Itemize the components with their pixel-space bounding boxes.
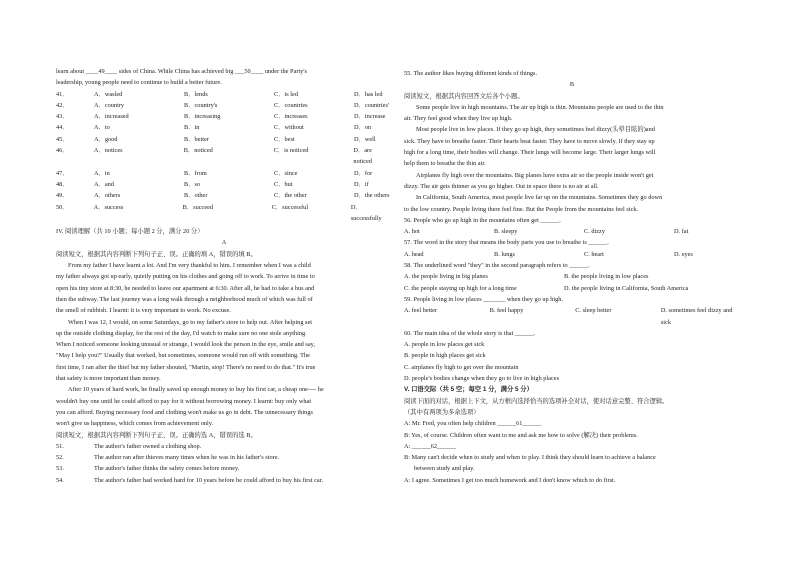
cloze-text-line: learn about ____49____ sides of China. While China has achieved big ___50____ under the Party's xyxy=(56,68,307,75)
question-item: 51. The author's father owned a clothing shop. xyxy=(56,442,202,450)
option-row: 47． A．in B．from C．since D．for xyxy=(56,169,373,177)
option-row: 46． A．notices B．noticed C．is noticed D．are noticed xyxy=(56,147,372,166)
passage-line: you can afford. Buying necessary food and clothing won't make us go in debt. The unnecessary things xyxy=(56,408,313,416)
passage-line: air. They feel good when they live up high. xyxy=(404,115,513,123)
option-row: A. the people living in big planes B. the people living in low places xyxy=(404,273,649,281)
option-line: A. people in low places get sick xyxy=(404,341,485,349)
option-row: 41． A．wasled B．lends C．is led D．has led xyxy=(56,90,383,98)
cloze-text-line: leadership, young people need to continue to build a better future. xyxy=(56,79,222,87)
option-row: A. hot B. sleepy C. dizzy D. fat xyxy=(404,228,689,236)
section-heading: V. 口语交际（共 5 空；每空 1 分，满分 5 分） xyxy=(404,386,533,394)
passage-line: first time, I ran after the thief but my father shouted, "Martin, stop! There's no need to do that." It's true xyxy=(56,363,316,371)
option-row: 44． A．to B．in C．without D．on xyxy=(56,124,372,132)
passage-line: After 10 years of hard work, he finally saved up enough money to buy his first car, a cheap one---- he xyxy=(68,386,324,394)
passage-a xyxy=(56,260,392,429)
question-stem: 58. The underlined word "they" in the second paragraph refers to ______. xyxy=(404,262,590,270)
option-row: A. feel better B. feel happy C. sleep better D. sometimes feel dizzy and sick xyxy=(404,307,733,326)
passage-line: open his tiny store at 8:30, he needed to leave our apartment at 6:30. After all, he had to take a bus and xyxy=(56,284,315,292)
passage-line: In California, South America, most people live far up on the mountains. Sometimes they go down xyxy=(416,194,663,202)
option-row: 45． A．good B．better C．best D．well xyxy=(56,135,376,143)
dialog-line: A: ______62______ xyxy=(404,442,456,450)
question-stem: 59. People living in low places _______ when they go up high. xyxy=(404,295,563,303)
dialog-line: A: Mr. Fred, you often help children ______61______ xyxy=(404,420,542,428)
dialog xyxy=(404,418,740,486)
instruction: （其中有两项为多余选项） xyxy=(404,408,480,416)
option-row: 48． A．and B．so C．but D．if xyxy=(56,180,369,188)
option-row: 42． A．country B．country's C．countries D．countries' xyxy=(56,101,390,109)
option-row: C. the people staying up high for a long time D. the people living in California, South America xyxy=(404,284,689,292)
passage-line: "May I help you?" Usually that worked, but sometimes, someone would run off with something. The xyxy=(56,352,310,360)
passage-line: high for a long time, their bodies will change. Their lungs will become large. Their larger lungs will xyxy=(404,149,656,157)
option-row: 43． A．increased B．increasing C．increases D．increase xyxy=(56,113,386,121)
passage-line: then the subway. The last journey was a long walk through a neighborhood much of which was full of xyxy=(56,295,313,303)
passage-line: that safety is more important than money. xyxy=(56,375,161,383)
question-stem: 57. The word in the story that means the body parts you use to breathe is ______. xyxy=(404,239,609,247)
dialog-line: B: Yes, of course. Children often want to me and ask me how to solve (解决) their problems. xyxy=(404,431,638,439)
question-stem: 56. People who go up high in the mountains often get ______. xyxy=(404,216,561,224)
instruction: 阅读短文，根据其内容判断下列句子正、误。正确的填 A，错误的填 B。 xyxy=(56,250,257,258)
option-row: 49． A．others B．other C．the other D．the others xyxy=(56,192,390,200)
question-item: 53. The author's father thinks the safety comes before money. xyxy=(56,465,240,473)
dialog-line: B: Many can't decide when to study and when to play. I think they should learn to achieve a balance xyxy=(404,454,656,462)
dialog-line: A: I agree. Sometimes I get too much homework and I don't know which to do first. xyxy=(404,476,616,484)
passage-line: When I noticed someone looking unusual or strange, I would look the person in the eye, smile and say, xyxy=(56,341,315,349)
section-heading: IV. 阅读理解（共 10 小题；每小题 2 分，满分 20 分） xyxy=(56,228,204,236)
option-row: A. head B. lungs C. heart D. eyes xyxy=(404,250,693,258)
option-line: C. airplanes fly high to get over the mountain xyxy=(404,363,519,371)
question-item: 54. The author's father had worked hard for 10 years before he could afford to buy his first car. xyxy=(56,476,324,484)
question-stem: 60. The main idea of the whole story is that ______. xyxy=(404,329,536,337)
passage-line: to the low country. People living there feel fine. But the People from the mountains feel sick. xyxy=(404,205,639,213)
passage-line: Most people live in low places. If they go up high, they sometimes feel dizzy(头晕目眩的)and xyxy=(416,126,655,134)
passage-line: When I was 12, I would, on some Saturdays, go to my father's store to help out. After helping set xyxy=(68,318,313,326)
question-item: 55. The author likes buying different kinds of things. xyxy=(404,70,538,77)
option-line: B. people in high places get sick xyxy=(404,352,486,360)
cloze-options xyxy=(56,89,392,225)
instruction: 阅读短文，根据其内容回答文后各个小题。 xyxy=(404,92,524,100)
dialog-line: between study and play. xyxy=(414,465,475,473)
passage-b xyxy=(404,102,740,215)
right-column xyxy=(404,68,740,486)
passage-line: my father always got up early, quietly putting on his clothes and going off to work. To arrive in time to xyxy=(56,273,315,281)
instruction: 阅读短文，根据其内容判断下列句子正、误。正确的选 A，错误的选 B。 xyxy=(56,431,257,439)
passage-line: help them to breathe the thin air. xyxy=(404,160,486,168)
passage-line: the smell of rubbish. I learnt: it is very important to work. No excuse. xyxy=(56,307,231,315)
option-line: D. people's bodies change when they go to live in high places xyxy=(404,375,560,383)
passage-line: wouldn't buy one until he could afford to pay for it without borrowing money. I learnt: buy only what xyxy=(56,397,312,405)
passage-line: up the outside clothing display, for the rest of the day, I'd watch to make sure no one stole anything. xyxy=(56,329,307,337)
judge-questions xyxy=(56,441,392,486)
passage-line: From my father I have learnt a lot. And I'm very thankful to him. I remember when I was a child xyxy=(68,262,311,270)
left-column xyxy=(56,66,392,486)
option-row: 50． A．success B．succeed C．successful D．successfully xyxy=(56,203,382,222)
passage-label: A xyxy=(221,239,227,247)
passage-line: Airplanes fly high over the mountains. Big planes have extra air so the people inside won't get xyxy=(416,171,654,179)
passage-line: Some people live in high mountains. The air up high is thin. Mountains people are used to the thin xyxy=(416,103,664,111)
instruction: 阅读下面的对话，根据上下文，从方框内选择恰当的选项补全对话，使对话意完整、符合逻辑。 xyxy=(404,397,669,405)
passage-label: B xyxy=(569,81,575,89)
question-item: 52. The author ran after thieves many times when he was in his father's store. xyxy=(56,454,280,462)
passage-line: dizzy. The air gets thinner as you go higher. Out in space there is no air at all. xyxy=(404,182,599,190)
passage-line: sick. They have to breathe faster. Their hearts beat faster. They have to move slowly. If they stay up xyxy=(404,137,655,145)
passage-line: won't give us happiness, which comes from achievement only. xyxy=(56,420,214,428)
